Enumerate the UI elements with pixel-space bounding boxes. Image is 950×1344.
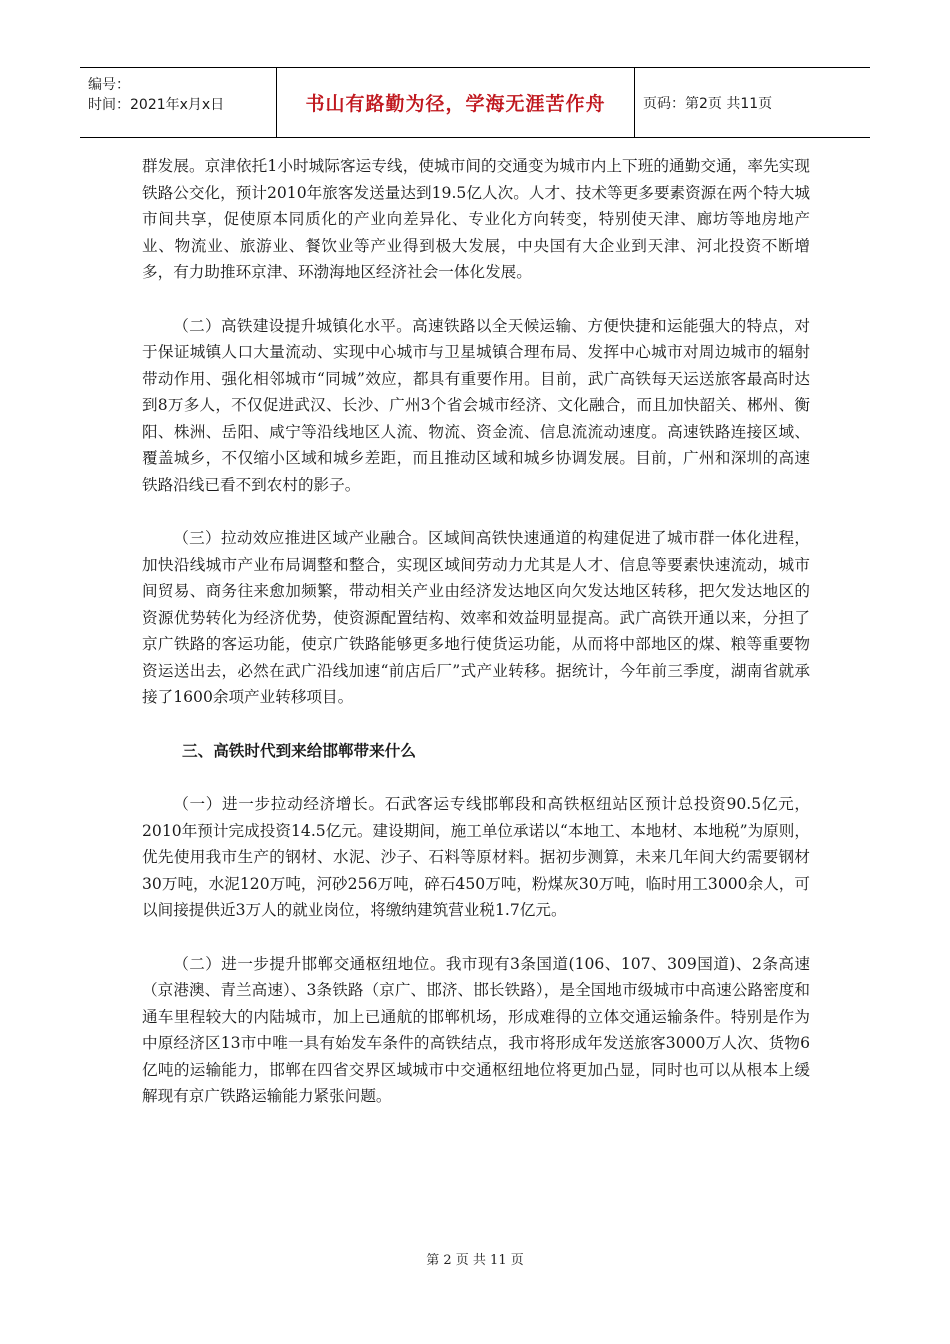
- header-motto: 书山有路勤为径，学海无涯苦作舟: [276, 68, 635, 137]
- paragraph-industry-integration: （三）拉动效应推进区域产业融合。区域间高铁快速通道的构建促进了城市群一体化进程，加快沿线城市产业布局调整和整合，实现区域间劳动力尤其是人才、信息等要素快速流动，城市间贸易、商务往来愈加频繁，带动相关产业由经济发达地区向欠发达地区转移，把欠发达地区的资源优势转化为经济优势，使资源配置结构、效率和效益明显提高。武广高铁开通以来，分担了京广铁路的客运功能，使京广铁路能够更多地行使货运功能，从而将中部地区的煤、粮等重要物资运送出去，必然在武广沿线加速“前店后厂”式产业转移。据统计，今年前三季度，湖南省就承接了1600余项产业转移项目。: [142, 529, 810, 706]
- document-header: [80, 67, 870, 138]
- section-heading: 三、高铁时代到来给邯郸带来什么: [182, 741, 416, 760]
- paragraph-economic-growth: （一）进一步拉动经济增长。石武客运专线邯郸段和高铁枢纽站区预计总投资90.5亿元，2010年预计完成投资14.5亿元。建设期间，施工单位承诺以“本地工、本地材、本地税”为原则，优先使用我市生产的钢材、水泥、沙子、石料等原材料。据初步测算，未来几年间大约需要钢材30万吨，水泥120万吨，河砂256万吨，碎石450万吨，粉煤灰30万吨，临时用工3000余人，可以间接提供近3万人的就业岗位，将缴纳建筑营业税1.7亿元。: [142, 795, 810, 919]
- page-footer: 第 2 页 共 11 页: [426, 1253, 524, 1268]
- document-number-label: 编号：: [88, 77, 130, 93]
- document-body: [142, 153, 810, 1110]
- header-page-label: 页码：第2页 共11页: [643, 95, 773, 112]
- paragraph-urbanization: （二）高铁建设提升城镇化水平。高速铁路以全天候运输、方便快捷和运能强大的特点，对于保证城镇人口大量流动、实现中心城市与卫星城镇合理布局、发挥中心城市对周边城市的辐射带动作用、强化相邻城市“同城”效应，都具有重要作用。目前，武广高铁每天运送旅客最高时达到8万多人，不仅促进武汉、长沙、广州3个省会城市经济、文化融合，而且加快韶关、郴州、衡阳、株洲、岳阳、咸宁等沿线地区人流、物流、资金流、信息流流动速度。高速铁路连接区域、覆盖城乡，不仅缩小区域和城乡差距，而且推动区域和城乡协调发展。目前，广州和深圳的高速铁路沿线已看不到农村的影子。: [142, 316, 810, 494]
- document-time-label: 时间：2021年x月x日: [88, 97, 225, 113]
- header-meta: [80, 68, 276, 137]
- paragraph-transport-hub: （二）进一步提升邯郸交通枢纽地位。我市现有3条国道(106、107、309国道)、2条高速（京港澳、青兰高速）、3条铁路（京广、邯济、邯长铁路），是全国地市级城市中高速公路密度和通车里程较大的内陆城市，加上已通航的邯郸机场，形成难得的立体交通运输条件。特别是作为中原经济区13市中唯一具有始发车条件的高铁结点，我市将形成年发送旅客3000万人次、货物6亿吨的运输能力，邯郸在四省交界区域城市中交通枢纽地位将更加凸显，同时也可以从根本上缓解现有京广铁路运输能力紧张问题。: [142, 954, 810, 1105]
- paragraph-continued: 群发展。京津依托1小时城际客运专线，使城市间的交通变为城市内上下班的通勤交通，率先实现铁路公交化，预计2010年旅客发送量达到19.5亿人次。人才、技术等更多要素资源在两个特大城市间共享，促使原本同质化的产业向差异化、专业化方向转变，特别使天津、廊坊等地房地产业、物流业、旅游业、餐饮业等产业得到极大发展，中央国有大企业到天津、河北投资不断增多，有力助推环京津、环渤海地区经济社会一体化发展。: [142, 157, 810, 281]
